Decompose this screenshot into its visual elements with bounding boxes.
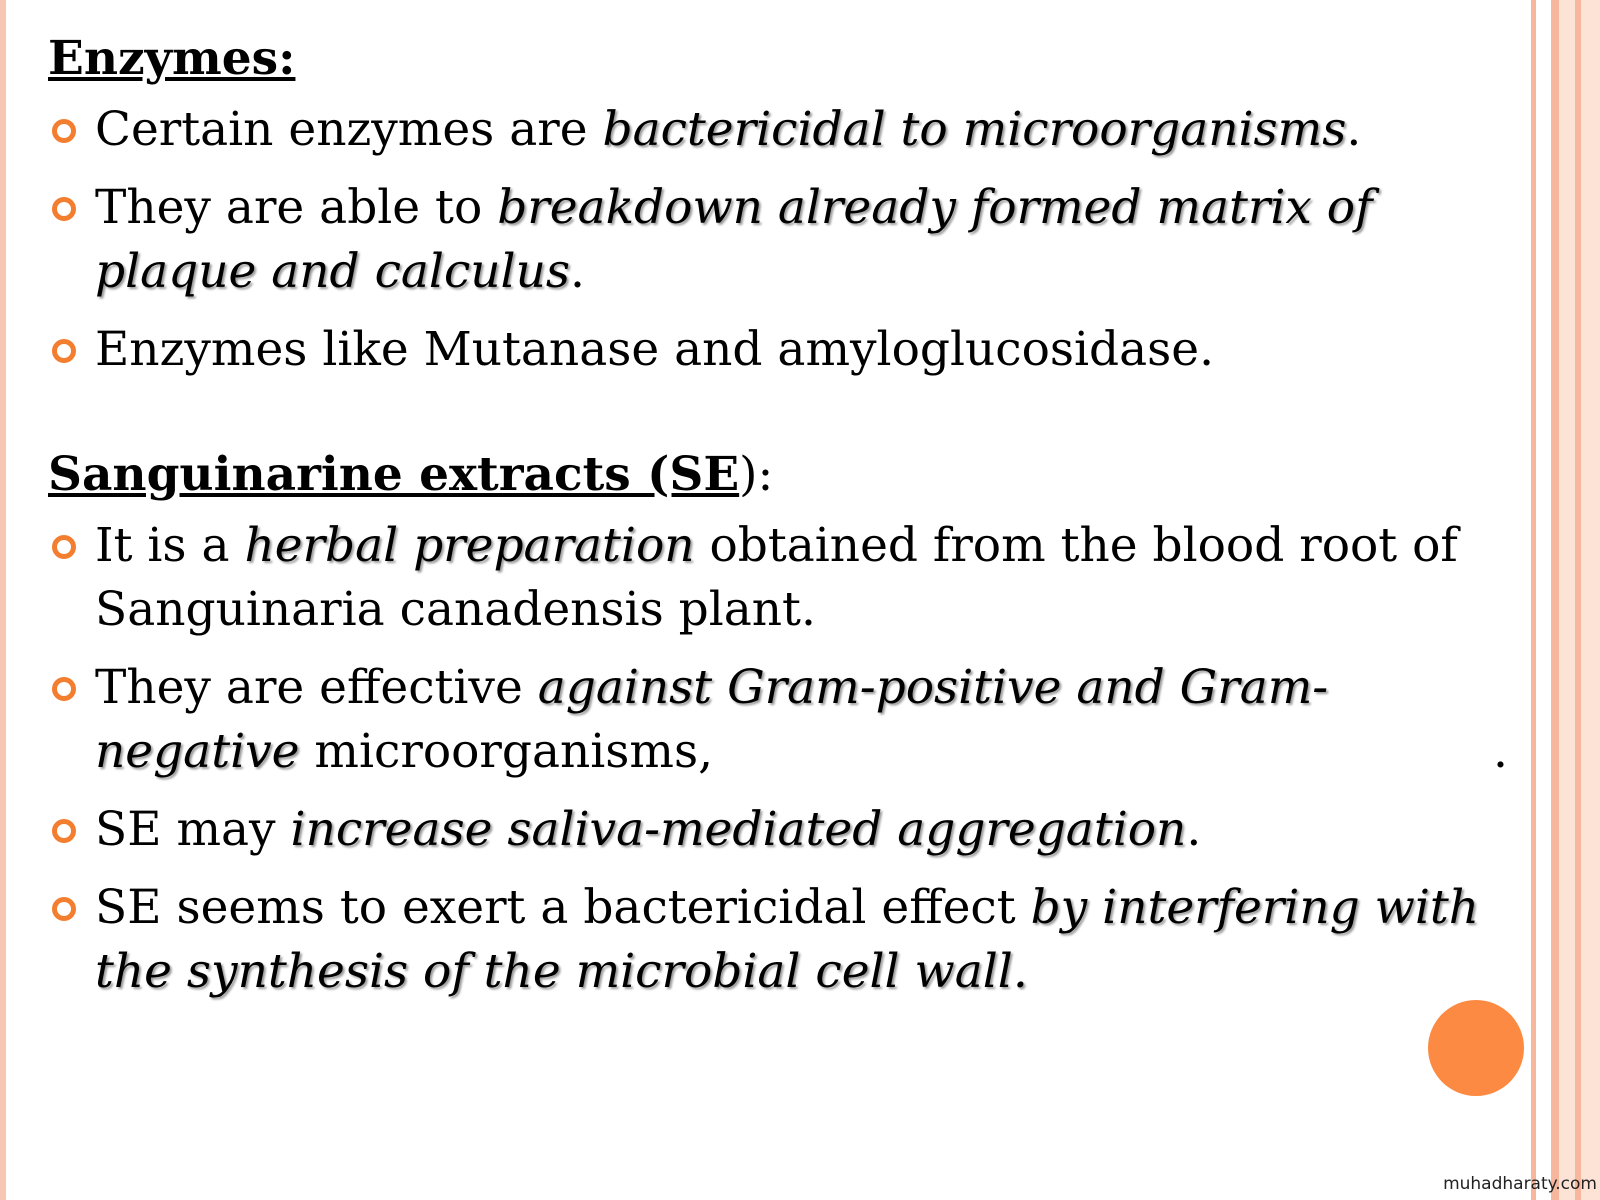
right-border-line — [1551, 0, 1559, 1200]
sanguinarine-heading: Sanguinarine extracts (SE): — [48, 447, 774, 502]
bullet-ring-icon — [52, 677, 76, 701]
list-item: They are effective against Gram-positive and Gram-negative microorganisms, . — [48, 656, 1518, 784]
bullet-ring-icon — [52, 197, 76, 221]
bullet-ring-icon — [52, 535, 76, 559]
list-item: It is a herbal preparation obtained from the blood root of Sanguinaria canadensis plant. — [48, 514, 1518, 642]
bullet-ring-icon — [52, 819, 76, 843]
right-border-line — [1575, 0, 1581, 1200]
list-item: Enzymes like Mutanase and amyloglucosidase. — [48, 318, 1518, 382]
list-item: SE may increase saliva-mediated aggregation. — [48, 798, 1518, 862]
slide-content — [48, 20, 1518, 1018]
bullet-ring-icon — [52, 119, 76, 143]
bullet-ring-icon — [52, 339, 76, 363]
right-border-gap — [1536, 0, 1551, 1200]
sanguinarine-list — [48, 514, 1518, 1004]
list-item: They are able to breakdown already formed matrix of plaque and calculus. — [48, 176, 1518, 304]
list-item: SE seems to exert a bactericidal effect by interfering with the synthesis of the microbial cell wall. — [48, 876, 1518, 1004]
enzymes-heading: Enzymes: — [48, 31, 296, 86]
left-border — [0, 0, 6, 1200]
list-item: Certain enzymes are bactericidal to microorganisms. — [48, 98, 1518, 162]
enzymes-list — [48, 98, 1518, 382]
watermark: muhadharaty.com — [1443, 1174, 1597, 1194]
bullet-ring-icon — [52, 897, 76, 921]
